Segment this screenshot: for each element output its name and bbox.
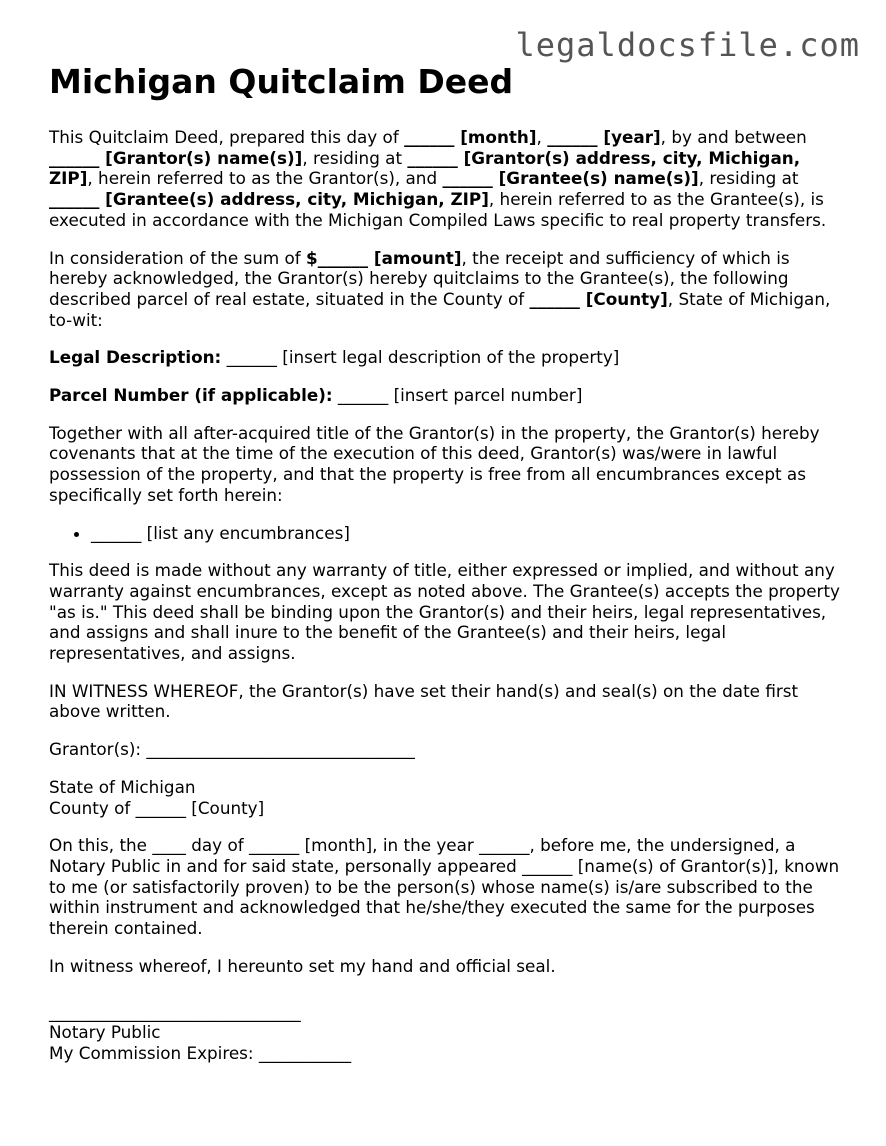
grantee-name-blank: ______ [Grantee(s) name(s)] [442,168,699,189]
page-title: Michigan Quitclaim Deed [49,62,514,101]
text: In consideration of the sum of [49,247,307,268]
document-page [49,62,849,1064]
text: , residing at [698,168,799,189]
warranty-paragraph: This deed is made without any warranty of title, either expressed or implied, and without any warranty against encumbrances, except as noted above. The Grantee(s) accepts the property "as is." This deed shall be binding upon the Grantor(s) and their heirs, legal representatives, and assigns and shall inure to the benefit of the Grantee(s) and their heirs, legal representatives, and assigns. [49,560,840,664]
state-line: State of Michigan [49,776,196,797]
watermark: legaldocsfile.com [515,26,860,64]
legal-description-label: Legal Description: [49,347,222,368]
grantee-address-blank: ______ [Grantee(s) address, city, Michigan, ZIP] [49,189,489,210]
parcel-number [49,385,849,406]
text: , herein referred to as the Grantor(s), and [87,168,443,189]
notary-acknowledgment: On this, the ____ day of ______ [month], in the year ______, before me, the undersigned, a Notary Public in and for said state, personally appeared ______ [name(s) of Grantor(s)], known to me (or satisfactorily proven) to be the person(s) whose name(s) is/are subscribed to the within instrument and acknowledged that he/she/they executed the same for the purposes therein contained. [49,835,840,939]
consideration-paragraph [49,248,849,331]
county-line: County of ______ [County] [49,797,265,818]
legal-description [49,347,849,368]
text: , residing at [302,147,408,168]
notary-venue [49,777,849,818]
witness-paragraph: IN WITNESS WHEREOF, the Grantor(s) have set their hand(s) and seal(s) on the date first above written. [49,680,799,722]
text: , State of Michigan, to-wit: [49,288,831,330]
amount-blank: $______ [amount] [306,247,462,268]
grantor-address-blank: ______ [Grantor(s) address, city, Michigan, ZIP] [49,147,801,189]
intro-paragraph [49,127,849,231]
text: , herein referred to as the Grantee(s), is executed in accordance with the Michigan Compiled Laws specific to real property transfers. [49,189,827,230]
parcel-number-value: ______ [insert parcel number] [332,385,583,406]
text: , by and between [660,127,807,147]
grantor-name-blank: ______ [Grantor(s) name(s)] [49,147,303,168]
notary-signature-line: ______________________________ [49,1001,301,1022]
notary-label: Notary Public [49,1022,161,1043]
text: , [536,127,548,147]
parcel-number-label: Parcel Number (if applicable): [49,385,333,406]
covenant-paragraph: Together with all after-acquired title of the Grantor(s) in the property, the Grantor(s) hereby covenants that at the time of the execution of this deed, Grantor(s) was/were in lawful possession of the property, and that the property is free from all encumbrances except as specifically set forth herein: [49,422,820,505]
encumbrance-list [49,523,849,544]
seal-paragraph: In witness whereof, I hereunto set my hand and official seal. [49,955,556,976]
grantor-signature-line: Grantor(s): ________________________________ [49,739,415,760]
list-item: • ______ [list any encumbrances] [91,523,849,544]
legal-description-value: ______ [insert legal description of the property] [221,347,620,368]
text: This Quitclaim Deed, prepared this day of [49,127,405,147]
notary-block [49,1002,849,1064]
year-blank: ______ [year] [547,127,661,147]
month-blank: ______ [month] [404,127,537,147]
county-blank: ______ [County] [529,288,668,309]
commission-expires: My Commission Expires: ___________ [49,1042,352,1063]
text: , the receipt and sufficiency of which is hereby acknowledged, the Grantor(s) hereby quitclaims to the Grantee(s), the following described parcel of real estate, situated in the County of [49,247,790,309]
